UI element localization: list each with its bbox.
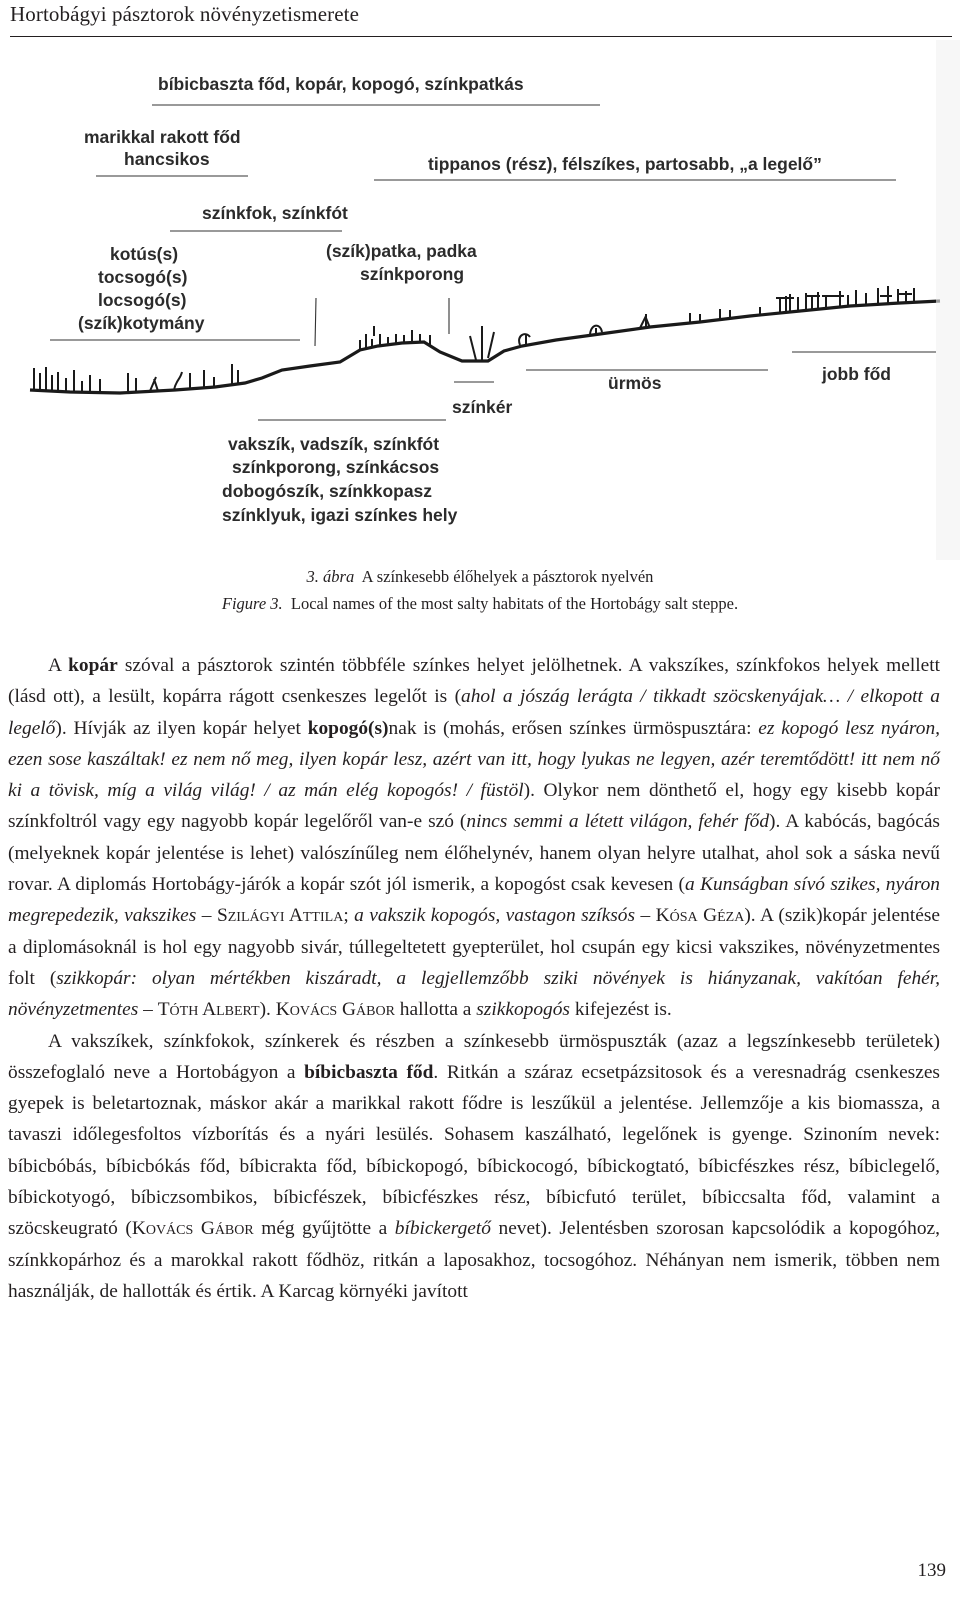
label-jobb-fod: jobb főd xyxy=(822,364,892,384)
label-patka-1: (szík)patka, padka xyxy=(326,241,477,261)
label-vak-2: színkporong, színkácsos xyxy=(232,457,440,477)
figure-caption-hu xyxy=(0,565,960,589)
label-marikkal-1: marikkal rakott főd xyxy=(84,127,241,147)
caption-hu-text: A színkesebb élőhelyek a pásztorok nyelvén xyxy=(361,567,654,586)
body-text xyxy=(8,650,940,1307)
page-number: 139 xyxy=(917,1560,946,1581)
label-bibicbaszta: bíbicbaszta főd, kopár, kopogó, színkpatkás xyxy=(158,74,524,94)
habitat-figure xyxy=(0,40,960,560)
caption-en-number: Figure 3. xyxy=(221,594,283,613)
label-kotus-2: tocsogó(s) xyxy=(98,267,188,287)
figure-caption-en xyxy=(0,592,960,616)
label-marikkal-2: hancsikos xyxy=(124,149,210,169)
paragraph-2: A vakszíkek, színkfokok, színkerek és részben a színkesebb ürmöspuszták (azaz a legszínkesebb területek) összefoglaló neve a Hortobágyon a bíbicbaszta főd. Ritkán a száraz ecsetpázsitosok és a veresnadrág csenkeszes gyepek is beletartoznak, máskor akár a marikkal rakott fődre is leszűkül a jelentése. Jellemzője a kis biomassza, a tavaszi időlegesfoltos vízborítás és a nyári lesülés. Sohasem kaszálható, legelőnek is gyenge. Szinoním nevek: bíbicbóbás, bíbicbókás főd, bíbicrakta főd, bíbickopogó, bíbickocogó, bíbickogtató, bíbicfészkes rész, bíbiclegelő, bíbickotyogó, bíbiczsombikos, bíbicfészek, bíbicfészkes rész, bíbicfutó terület, bíbiccsalta főd, valamint a szöcskeugrató (Kovács Gábor még gyűjtötte a bíbickergető nevet). Jelentésben szorosan kapcsolódik a kopogóhoz, színkkopárhoz és a marokkal rakott fődhöz, ritkán a laposakhoz, tocsogóhoz. Néhányan nem ismerik, többen nem használják, de hallották és értik. A Karcag környéki javított xyxy=(8,1030,940,1302)
label-urmos: ürmös xyxy=(608,373,662,393)
label-kotus-1: kotús(s) xyxy=(110,244,179,264)
label-szikfok: színkfok, színkfót xyxy=(202,203,348,223)
header-rule xyxy=(10,36,952,37)
label-vak-4: színklyuk, igazi színkes hely xyxy=(222,505,458,525)
label-vak-3: dobogószík, színkkopasz xyxy=(222,481,433,501)
paragraph-1: A kopár szóval a pásztorok szintén többféle színkes helyet jelölhetnek. A vakszíkes, színkfokos helyek mellett (lásd ott), a lesült, kopárra rágott csenkeszes legelőt is (ahol a jószág lerágta / tikkadt szöcskenyájak… / elkopott a legelő). Hívják az ilyen kopár helyet kopogó(s)nak is (mohás, erősen színkes ürmöspusztára: ez kopogó lesz nyáron, ezen sose kaszáltak! ez nem nő meg, ilyen kopár lesz, azért van itt, hogy lyukas ne legyen, azér teremtődött! itt nem nő ki a tövisk, míg a világ világ! / az mán elég kopogós! / füstöl). Olykor nem dönthető el, hogy egy kisebb kopár színkfoltról vagy egy nagyobb kopár legelőről van-e szó (nincs semmi a létett világon, fehér főd). A kabócás, bagócás (melyeknek kopár jelentése is lehet) valószínűleg nem élőhelynév, hanem olyan helyre utalhat, ahol sok a sáska nevű rovar. A diplomás Hortobágy-járók a kopár szót jól ismerik, a kopogóst csak kevesen (a Kunságban sívó szikes, nyáron megrepedezik, vakszikes – Szilágyi Attila; a vakszik kopogós, vastagon szíksós – Kósa Géza). A (szik)kopár jelentése a diplomásoknál is hol egy nagyobb sivár, túllegeltetett gyepterület, hol csupán egy kicsi vakszikes, növényzetmentes folt (szikkopár: olyan mértékben kiszáradt, a legjellemzőbb sziki növények is hiányzanak, vakítóan fehér, növényzetmentes – Tóth Albert). Kovács Gábor hallotta a szikkopogós kifejezést is. xyxy=(8,655,941,1021)
label-vak-1: vakszík, vadszík, színkfót xyxy=(228,434,440,454)
caption-hu-number: 3. ábra xyxy=(306,567,355,586)
label-kotus-4: (szík)kotymány xyxy=(78,313,205,333)
label-tippanos: tippanos (rész), félszíkes, partosabb, „a legelő” xyxy=(428,154,822,174)
label-patka-2: színkporong xyxy=(360,264,465,284)
caption-en-text: Local names of the most salty habitats of the Hortobágy salt steppe. xyxy=(290,594,739,613)
label-sziker: színkér xyxy=(452,397,513,417)
running-head: Hortobágyi pásztorok növényzetismerete xyxy=(10,2,360,26)
label-kotus-3: locsogó(s) xyxy=(98,290,187,310)
